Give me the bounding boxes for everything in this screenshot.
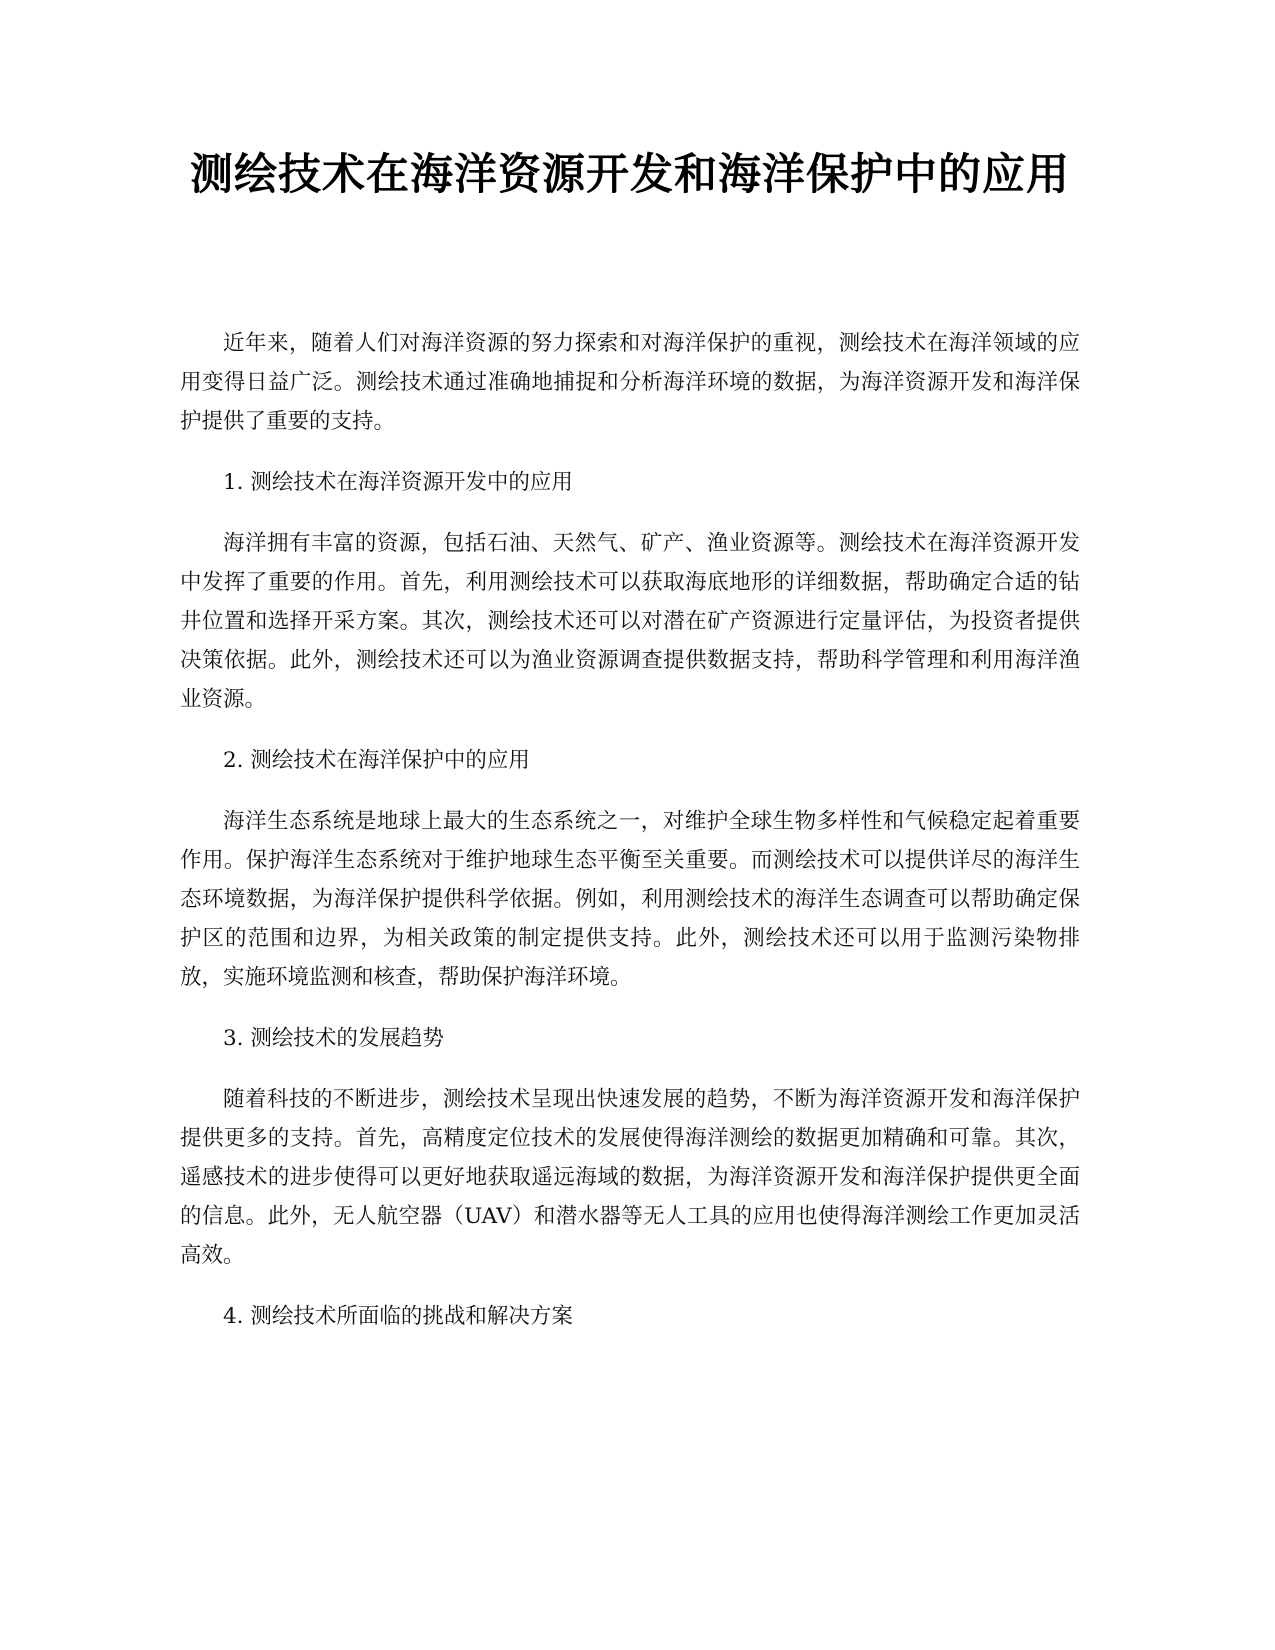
section-3-paragraph: 随着科技的不断进步，测绘技术呈现出快速发展的趋势，不断为海洋资源开发和海洋保护提供更多的支持。首先，高精度定位技术的发展使得海洋测绘的数据更加精确和可靠。其次，遥感技术的进步使得可以更好地获取遥远海域的数据，为海洋资源开发和海洋保护提供更全面的信息。此外，无人航空器（UAV）和潜水器等无人工具的应用也使得海洋测绘工作更加灵活高效。 — [180, 1087, 1080, 1268]
document-title: 测绘技术在海洋资源开发和海洋保护中的应用 — [190, 150, 1070, 200]
section-2-heading: 2. 测绘技术在海洋保护中的应用 — [223, 748, 530, 773]
section-3-heading: 3. 测绘技术的发展趋势 — [223, 1026, 444, 1051]
section-2-paragraph: 海洋生态系统是地球上最大的生态系统之一，对维护全球生物多样性和气候稳定起着重要作用。保护海洋生态系统对于维护地球生态平衡至关重要。而测绘技术可以提供详尽的海洋生态环境数据，为海洋保护提供科学依据。例如，利用测绘技术的海洋生态调查可以帮助确定保护区的范围和边界，为相关政策的制定提供支持。此外，测绘技术还可以用于监测污染物排放，实施环境监测和核查，帮助保护海洋环境。 — [180, 809, 1080, 990]
section-1-heading: 1. 测绘技术在海洋资源开发中的应用 — [223, 470, 573, 495]
document-page — [180, 0, 1080, 1650]
document-body — [180, 324, 1080, 1358]
section-4-heading: 4. 测绘技术所面临的挑战和解决方案 — [223, 1304, 573, 1329]
intro-paragraph: 近年来，随着人们对海洋资源的努力探索和对海洋保护的重视，测绘技术在海洋领域的应用变得日益广泛。测绘技术通过准确地捕捉和分析海洋环境的数据，为海洋资源开发和海洋保护提供了重要的支持。 — [180, 331, 1080, 434]
section-1-paragraph: 海洋拥有丰富的资源，包括石油、天然气、矿产、渔业资源等。测绘技术在海洋资源开发中发挥了重要的作用。首先，利用测绘技术可以获取海底地形的详细数据，帮助确定合适的钻井位置和选择开采方案。其次，测绘技术还可以对潜在矿产资源进行定量评估，为投资者提供决策依据。此外，测绘技术还可以为渔业资源调查提供数据支持，帮助科学管理和利用海洋渔业资源。 — [180, 531, 1080, 712]
